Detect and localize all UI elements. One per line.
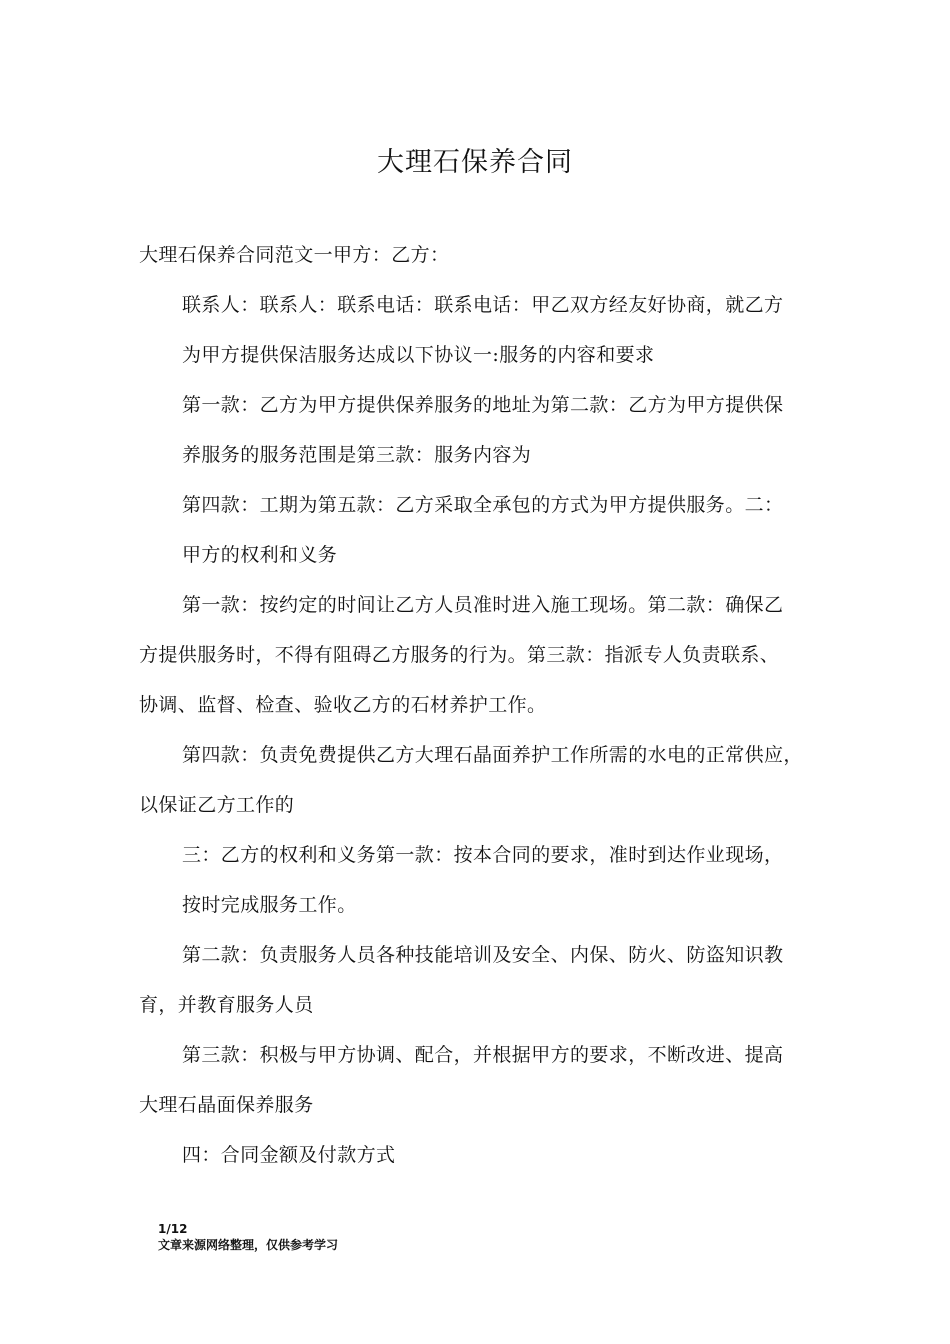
body-line: 以保证乙方工作的 xyxy=(139,794,295,816)
body-line: 第二款：负责服务人员各种技能培训及安全、内保、防火、防盗知识教 xyxy=(182,944,784,966)
source-note: 文章来源网络整理，仅供参考学习 xyxy=(158,1238,339,1252)
page-footer xyxy=(158,1221,338,1253)
body-line: 第一款：乙方为甲方提供保养服务的地址为第二款：乙方为甲方提供保 xyxy=(182,394,784,416)
body-line: 甲方的权利和义务 xyxy=(182,544,338,566)
body-line: 育，并教育服务人员 xyxy=(139,994,314,1016)
body-line: 第三款：积极与甲方协调、配合，并根据甲方的要求，不断改进、提高 xyxy=(182,1044,784,1066)
body-line: 协调、监督、检查、验收乙方的石材养护工作。 xyxy=(139,694,547,716)
page-number: 1/12 xyxy=(158,1222,188,1236)
body-line: 第四款：工期为第五款：乙方采取全承包的方式为甲方提供服务。二： xyxy=(182,494,784,516)
body-line: 第一款：按约定的时间让乙方人员准时进入施工现场。第二款：确保乙 xyxy=(182,594,784,616)
body-line: 四：合同金额及付款方式 xyxy=(182,1144,396,1166)
document-title: 大理石保养合同 xyxy=(377,147,573,178)
body-line: 大理石晶面保养服务 xyxy=(139,1094,314,1116)
body-line: 养服务的服务范围是第三款：服务内容为 xyxy=(182,444,532,466)
document-body xyxy=(139,230,824,1180)
body-line: 第四款：负责免费提供乙方大理石晶面养护工作所需的水电的正常供应， xyxy=(182,744,803,766)
body-line: 按时完成服务工作。 xyxy=(182,894,357,916)
body-line: 方提供服务时，不得有阻碍乙方服务的行为。第三款：指派专人负责联系、 xyxy=(139,644,780,666)
body-line: 联系人：联系人：联系电话：联系电话：甲乙双方经友好协商，就乙方 xyxy=(182,294,784,316)
body-line: 大理石保养合同范文一甲方：乙方： xyxy=(139,244,450,266)
body-line: 为甲方提供保洁服务达成以下协议一:服务的内容和要求 xyxy=(182,344,655,366)
body-line: 三：乙方的权利和义务第一款：按本合同的要求，准时到达作业现场， xyxy=(182,844,784,866)
